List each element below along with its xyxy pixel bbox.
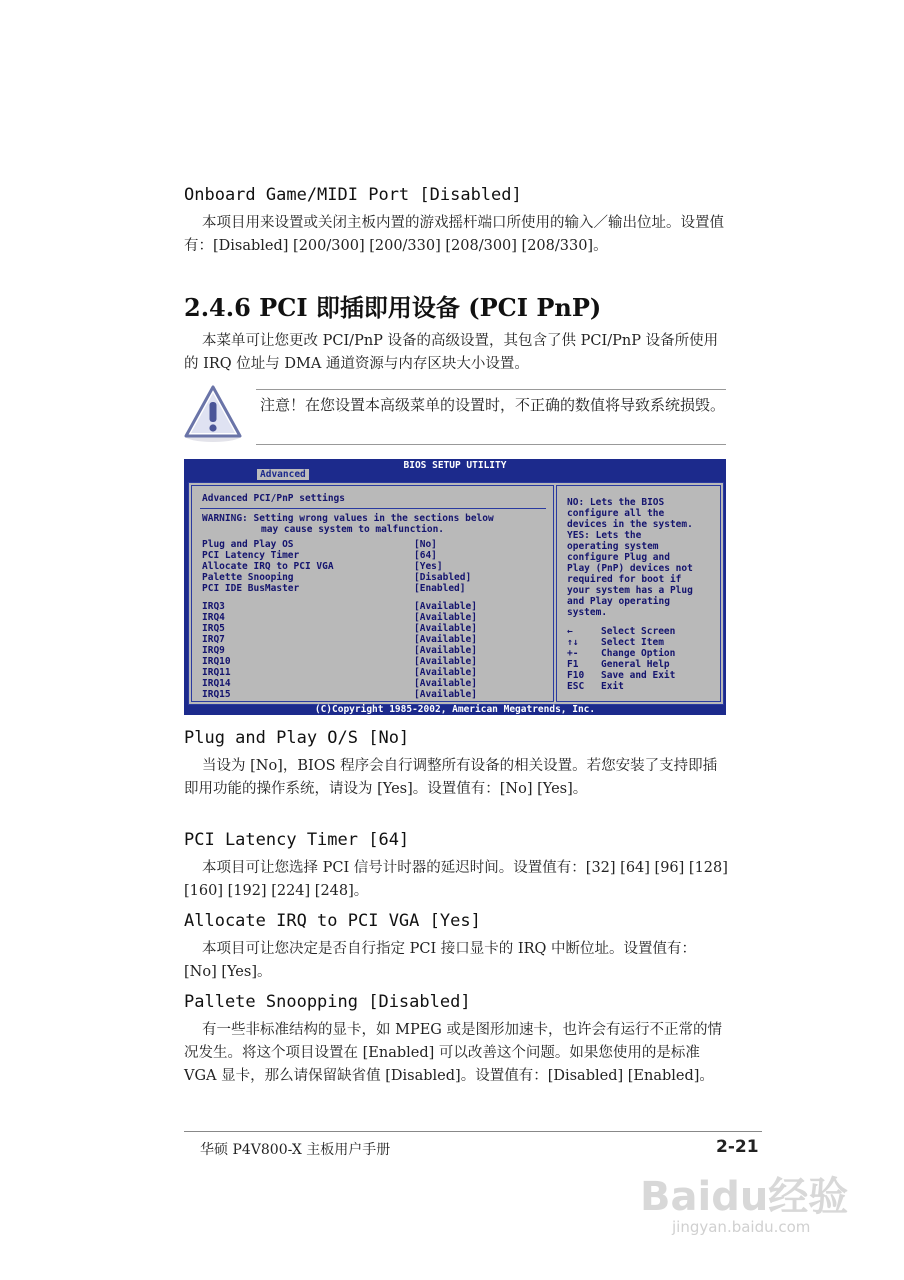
game-port-text: 本项目用来设置或关闭主板内置的游戏摇杆端口所使用的输入／输出位址。设置值有：[Disabled] [200/300] [200/330] [208/300] [208/330]。 <box>184 215 724 254</box>
key-hint: ← Select Screen <box>567 626 676 637</box>
setting-label[interactable]: PCI IDE BusMaster <box>202 583 300 594</box>
irq-value[interactable]: [Available] <box>414 645 477 656</box>
help-line: YES: Lets the <box>567 530 642 541</box>
help-line: your system has a Plug <box>567 585 693 596</box>
palette-heading: Pallete Snoopping [Disabled] <box>184 992 471 1012</box>
note-top-rule <box>256 389 726 390</box>
setting-label[interactable]: Allocate IRQ to PCI VGA <box>202 561 334 572</box>
latency-text: 本项目可让您选择 PCI 信号计时器的延迟时间。设置值有：[32] [64] [96] [128] [160] [192] [224] [248]。 <box>184 860 728 899</box>
irq-value[interactable]: [Available] <box>414 623 477 634</box>
arrow-up-down-icon: ↑↓ <box>567 637 579 648</box>
irq-label[interactable]: IRQ15 <box>202 689 231 700</box>
bios-tab-advanced[interactable]: Advanced <box>257 469 309 480</box>
key-hint: ESC Exit <box>567 681 624 692</box>
section-title: 2.4.6 PCI 即插即用设备 (PCI PnP) <box>184 293 602 322</box>
game-port-heading: Onboard Game/MIDI Port [Disabled] <box>184 185 522 205</box>
irq-label[interactable]: IRQ9 <box>202 645 225 656</box>
irq-label[interactable]: IRQ11 <box>202 667 231 678</box>
allocate-text: 本项目可让您决定是否自行指定 PCI 接口显卡的 IRQ 中断位址。设置值有：[No] [Yes]。 <box>184 941 697 980</box>
irq-value[interactable]: [Available] <box>414 678 477 689</box>
watermark-url: jingyan.baidu.com <box>672 1218 811 1236</box>
bios-warning-line-1: WARNING: Setting wrong values in the sections below <box>202 513 494 524</box>
baidu-watermark: Baidu经验 <box>640 1174 849 1220</box>
key-hint: +- Change Option <box>567 648 676 659</box>
help-line: NO: Lets the BIOS <box>567 497 665 508</box>
setting-value[interactable]: [64] <box>414 550 437 561</box>
setting-value[interactable]: [Yes] <box>414 561 443 572</box>
irq-label[interactable]: IRQ14 <box>202 678 231 689</box>
irq-value[interactable]: [Available] <box>414 689 477 700</box>
help-line: configure all the <box>567 508 665 519</box>
arrow-left-icon: ← <box>567 626 573 637</box>
setting-value[interactable]: [Enabled] <box>414 583 466 594</box>
footer-manual-title: 华硕 P4V800-X 主板用户手册 <box>200 1142 391 1158</box>
bios-section-title: Advanced PCI/PnP settings <box>202 493 345 504</box>
help-line: and Play operating <box>567 596 670 607</box>
bios-screen <box>184 459 726 715</box>
plug-play-heading: Plug and Play O/S [No] <box>184 728 410 748</box>
bios-title: BIOS SETUP UTILITY <box>403 460 507 471</box>
irq-label[interactable]: IRQ5 <box>202 623 225 634</box>
note-text: 注意！在您设置本高级菜单的设置时，不正确的数值将导致系统损毁。 <box>260 396 726 414</box>
key-hint: F10 Save and Exit <box>567 670 676 681</box>
bios-help-pane <box>556 485 721 702</box>
latency-heading: PCI Latency Timer [64] <box>184 830 410 850</box>
setting-label[interactable]: Plug and Play OS <box>202 539 294 550</box>
bios-copyright: (C)Copyright 1985-2002, American Megatrends, Inc. <box>314 704 596 715</box>
setting-label[interactable]: PCI Latency Timer <box>202 550 300 561</box>
irq-value[interactable]: [Available] <box>414 634 477 645</box>
help-line: Play (PnP) devices not <box>567 563 693 574</box>
key-hint: F1 General Help <box>567 659 670 670</box>
irq-label[interactable]: IRQ4 <box>202 612 225 623</box>
footer-rule <box>184 1131 762 1132</box>
note-bottom-rule <box>256 444 726 445</box>
bios-help-text <box>567 497 693 618</box>
irq-value[interactable]: [Available] <box>414 601 477 612</box>
bios-settings-pane <box>191 485 554 702</box>
help-line: required for boot if <box>567 574 682 585</box>
help-line: operating system <box>567 541 659 552</box>
pnp-intro-text: 本菜单可让您更改 PCI/PnP 设备的高级设置，其包含了供 PCI/PnP 设备所使用的 IRQ 位址与 DMA 通道资源与内存区块大小设置。 <box>184 333 719 372</box>
allocate-heading: Allocate IRQ to PCI VGA [Yes] <box>184 911 481 931</box>
key-hint: ↑↓ Select Item <box>567 637 664 648</box>
palette-text: 有一些非标准结构的显卡，如 MPEG 或是图形加速卡，也许会有运行不正常的情况发生。将这个项目设置在 [Enabled] 可以改善这个问题。如果您使用的是标准 VGA 显卡，那么请保留缺省值 [Disabled]。设置值有：[Disabled] [Enabled]。 <box>184 1022 722 1084</box>
irq-value[interactable]: [Available] <box>414 656 477 667</box>
bios-divider <box>200 508 546 509</box>
irq-value[interactable]: [Available] <box>414 612 477 623</box>
irq-label[interactable]: IRQ7 <box>202 634 225 645</box>
page-number: 2-21 <box>716 1137 759 1157</box>
help-line: system. <box>567 607 608 618</box>
bios-main-panel <box>188 482 724 705</box>
setting-value[interactable]: [No] <box>414 539 437 550</box>
irq-value[interactable]: [Available] <box>414 667 477 678</box>
plug-play-text: 当设为 [No]，BIOS 程序会自行调整所有设备的相关设置。若您安装了支持即插即用功能的操作系统，请设为 [Yes]。设置值有：[No] [Yes]。 <box>184 758 718 797</box>
bios-warning-line-2: may cause system to malfunction. <box>261 524 445 535</box>
help-line: configure Plug and <box>567 552 670 563</box>
setting-label[interactable]: Palette Snooping <box>202 572 294 583</box>
irq-label[interactable]: IRQ10 <box>202 656 231 667</box>
setting-value[interactable]: [Disabled] <box>414 572 472 583</box>
irq-label[interactable]: IRQ3 <box>202 601 225 612</box>
warning-icon <box>182 384 244 444</box>
help-line: devices in the system. <box>567 519 693 530</box>
